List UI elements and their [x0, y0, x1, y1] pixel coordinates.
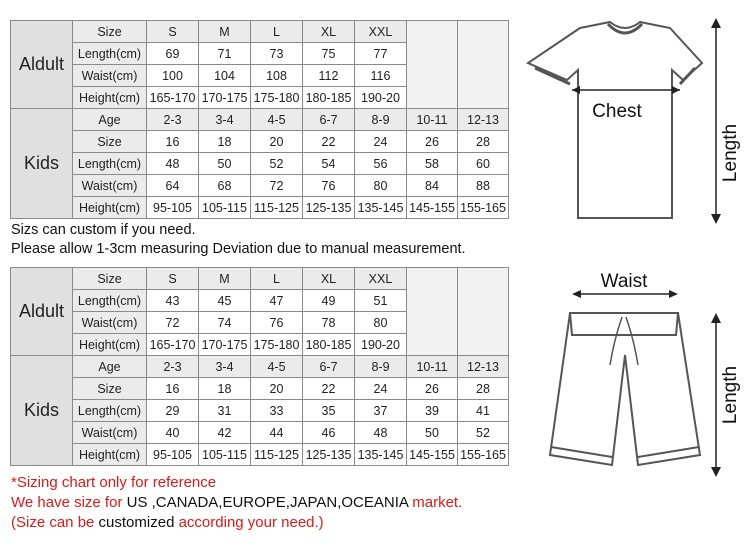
table-row [11, 356, 509, 378]
length-label-top: Length [720, 123, 741, 183]
row-label: Length(cm) [73, 290, 147, 312]
table-cell: 135-145 [355, 197, 407, 219]
table-cell: 170-175 [199, 334, 251, 356]
row-label: Size [73, 131, 147, 153]
table-cell: 145-155 [407, 444, 458, 466]
size-header-cell: S [147, 21, 199, 43]
table-row [11, 444, 509, 466]
bottom-size-table [10, 267, 509, 466]
table-cell: 95-105 [147, 197, 199, 219]
table-cell: 125-135 [303, 197, 355, 219]
market-note-b: US ,CANADA,EUROPE,JAPAN,OCEANIA [126, 494, 409, 511]
table-cell: 45 [199, 290, 251, 312]
table-cell: 175-180 [251, 87, 303, 109]
table-cell: 26 [407, 378, 458, 400]
table-cell: 80 [355, 175, 407, 197]
table-cell: 52 [251, 153, 303, 175]
table-cell: 68 [199, 175, 251, 197]
row-label: Waist(cm) [73, 312, 147, 334]
table-row [11, 197, 509, 219]
table-cell: 18 [199, 378, 251, 400]
age-header-cell: 3-4 [199, 356, 251, 378]
age-header-cell: 10-11 [407, 356, 458, 378]
size-header-cell: M [199, 268, 251, 290]
age-header-cell: 6-7 [303, 356, 355, 378]
age-header-cell: 12-13 [458, 109, 509, 131]
table-cell: 115-125 [251, 197, 303, 219]
table-cell: 95-105 [147, 444, 199, 466]
table-cell: 50 [199, 153, 251, 175]
table-cell: 39 [407, 400, 458, 422]
table-cell: 40 [147, 422, 199, 444]
length-arrow-bottom-up [711, 313, 721, 323]
table-cell: 135-145 [355, 444, 407, 466]
table-cell: 155-165 [458, 444, 509, 466]
table-cell: 84 [407, 175, 458, 197]
row-label: Age [73, 109, 147, 131]
adult-category-label: Aldult [11, 268, 73, 356]
row-label: Size [73, 378, 147, 400]
age-header-cell: 8-9 [355, 356, 407, 378]
table-cell: 41 [458, 400, 509, 422]
table-cell: 56 [355, 153, 407, 175]
table-cell: 44 [251, 422, 303, 444]
table-cell: 37 [355, 400, 407, 422]
row-label: Size [73, 21, 147, 43]
table-cell: 31 [199, 400, 251, 422]
tshirt-diagram [520, 8, 750, 228]
table-cell: 77 [355, 43, 407, 65]
market-note-c: market. [408, 494, 463, 511]
table-cell: 33 [251, 400, 303, 422]
table-cell: 165-170 [147, 334, 199, 356]
custom-size-note-b: customized [98, 514, 175, 531]
table-cell: 165-170 [147, 87, 199, 109]
table-cell: 71 [199, 43, 251, 65]
table-cell: 180-185 [303, 334, 355, 356]
deviation-note: Please allow 1-3cm measuring Deviation due to manual measurement. [11, 241, 466, 257]
age-header-cell: 4-5 [251, 356, 303, 378]
chest-arrow-left-head [572, 86, 580, 94]
table-cell: 100 [147, 65, 199, 87]
kids-category-label: Kids [11, 109, 73, 219]
table-cell: 22 [303, 131, 355, 153]
table-row [11, 109, 509, 131]
table-cell: 78 [303, 312, 355, 334]
row-label: Age [73, 356, 147, 378]
length-arrow-top-down [711, 214, 721, 224]
row-label: Height(cm) [73, 444, 147, 466]
row-label: Height(cm) [73, 87, 147, 109]
table-row [11, 378, 509, 400]
table-cell: 29 [147, 400, 199, 422]
table-cell: 20 [251, 378, 303, 400]
waist-label: Waist [600, 271, 648, 292]
table-cell: 35 [303, 400, 355, 422]
table-cell: 46 [303, 422, 355, 444]
table-row [11, 131, 509, 153]
table-cell: 74 [199, 312, 251, 334]
table-cell: 24 [355, 378, 407, 400]
table-cell: 24 [355, 131, 407, 153]
waist-arrow-right-head [669, 290, 678, 298]
length-arrow-top-up [711, 18, 721, 28]
table-cell: 190-20 [355, 87, 407, 109]
table-cell: 64 [147, 175, 199, 197]
table-cell: 54 [303, 153, 355, 175]
table-cell: 145-155 [407, 197, 458, 219]
table-cell: 18 [199, 131, 251, 153]
table-row [11, 153, 509, 175]
size-header-cell: XXL [355, 268, 407, 290]
table-cell: 73 [251, 43, 303, 65]
table-cell: 22 [303, 378, 355, 400]
table-cell: 170-175 [199, 87, 251, 109]
age-header-cell: 2-3 [147, 109, 199, 131]
table-cell: 60 [458, 153, 509, 175]
table-cell: 76 [251, 312, 303, 334]
waist-arrow-left-head [572, 290, 581, 298]
size-header-cell: XL [303, 268, 355, 290]
shorts-waistband [570, 313, 678, 335]
chest-label: Chest [592, 101, 642, 122]
age-header-cell: 4-5 [251, 109, 303, 131]
table-cell: 190-20 [355, 334, 407, 356]
table-cell: 69 [147, 43, 199, 65]
length-arrow-bottom-down [711, 467, 721, 477]
size-header-cell: L [251, 21, 303, 43]
row-label: Size [73, 268, 147, 290]
table-row [11, 400, 509, 422]
table-cell: 28 [458, 131, 509, 153]
table-cell: 42 [199, 422, 251, 444]
table-cell: 105-115 [199, 197, 251, 219]
age-header-cell: 6-7 [303, 109, 355, 131]
row-label: Waist(cm) [73, 422, 147, 444]
table-cell: 112 [303, 65, 355, 87]
table-cell: 26 [407, 131, 458, 153]
top-size-table [10, 20, 509, 219]
table-cell: 76 [303, 175, 355, 197]
market-note [11, 494, 462, 511]
chest-arrow-right-head [672, 86, 680, 94]
table-cell: 75 [303, 43, 355, 65]
row-label: Height(cm) [73, 334, 147, 356]
table-row [11, 422, 509, 444]
size-header-cell: XL [303, 21, 355, 43]
size-header-cell: M [199, 21, 251, 43]
kids-category-label: Kids [11, 356, 73, 466]
table-cell: 47 [251, 290, 303, 312]
table-cell: 52 [458, 422, 509, 444]
age-header-cell: 12-13 [458, 356, 509, 378]
row-label: Length(cm) [73, 43, 147, 65]
table-cell: 72 [147, 312, 199, 334]
age-header-cell: 3-4 [199, 109, 251, 131]
market-note-a: We have size for [11, 494, 127, 511]
table-cell: 51 [355, 290, 407, 312]
custom-size-note [11, 514, 324, 531]
table-cell: 125-135 [303, 444, 355, 466]
row-label: Length(cm) [73, 400, 147, 422]
custom-note: Sizs can custom if you need. [11, 222, 196, 238]
table-cell: 49 [303, 290, 355, 312]
table-cell: 180-185 [303, 87, 355, 109]
custom-size-note-a: (Size can be [11, 514, 99, 531]
table-cell: 28 [458, 378, 509, 400]
adult-category-label: Aldult [11, 21, 73, 109]
age-header-cell: 10-11 [407, 109, 458, 131]
table-cell: 43 [147, 290, 199, 312]
age-header-cell: 8-9 [355, 109, 407, 131]
size-header-cell: L [251, 268, 303, 290]
table-cell: 175-180 [251, 334, 303, 356]
size-header-cell: XXL [355, 21, 407, 43]
table-cell: 88 [458, 175, 509, 197]
row-label: Waist(cm) [73, 65, 147, 87]
table-cell: 115-125 [251, 444, 303, 466]
table-cell: 58 [407, 153, 458, 175]
table-cell: 105-115 [199, 444, 251, 466]
table-row [11, 175, 509, 197]
custom-size-note-c: according your need.) [174, 514, 324, 531]
table-cell: 48 [147, 153, 199, 175]
reference-note: *Sizing chart only for reference [11, 474, 217, 491]
row-label: Waist(cm) [73, 175, 147, 197]
shorts-diagram [530, 265, 750, 480]
table-cell: 50 [407, 422, 458, 444]
table-cell: 155-165 [458, 197, 509, 219]
row-label: Height(cm) [73, 197, 147, 219]
age-header-cell: 2-3 [147, 356, 199, 378]
table-cell: 104 [199, 65, 251, 87]
row-label: Length(cm) [73, 153, 147, 175]
table-cell: 80 [355, 312, 407, 334]
table-cell: 16 [147, 378, 199, 400]
table-cell: 72 [251, 175, 303, 197]
size-header-cell: S [147, 268, 199, 290]
table-cell: 20 [251, 131, 303, 153]
table-cell: 108 [251, 65, 303, 87]
length-label-bottom: Length [720, 365, 741, 425]
table-cell: 116 [355, 65, 407, 87]
table-cell: 16 [147, 131, 199, 153]
table-cell: 48 [355, 422, 407, 444]
